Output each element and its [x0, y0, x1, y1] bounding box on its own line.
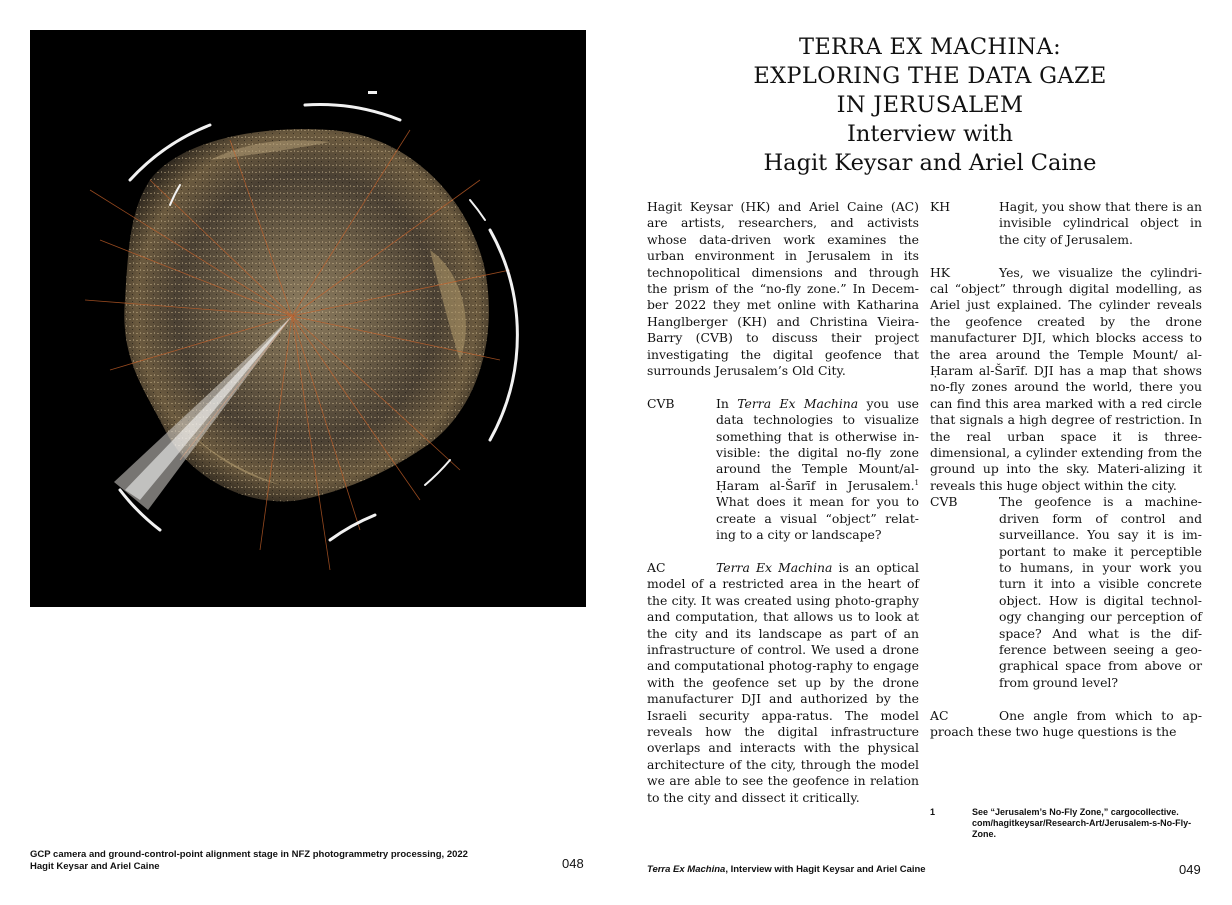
speaker-label: CVB [647, 395, 675, 411]
answer-ac-2 [930, 708, 1202, 741]
footnote-ref: 1 [914, 478, 919, 487]
page-number-left: 048 [562, 856, 584, 871]
speaker-label: CVB [930, 494, 958, 510]
image-caption [30, 849, 500, 872]
footer-text: , Interview with Hagit Keysar and Ariel Caine [725, 864, 926, 875]
footer-work-title: Terra Ex Machina [647, 864, 726, 875]
question-cvb-2 [930, 494, 1202, 691]
text-column-left [647, 199, 919, 806]
question-cvb-1 [647, 396, 919, 544]
page-number-right: 049 [1179, 862, 1201, 877]
work-title: Terra Ex Machina [716, 559, 833, 575]
text-column-right [930, 199, 1202, 740]
article-title-block [640, 33, 1220, 178]
caption-line-2: Hagit Keysar and Ariel Caine [30, 860, 160, 872]
answer-ac-1: AC Terra Ex Machina is an optical model of a restricted area in the heart of the city. It was created using photo-graphy and computation, that allows us to look at the city and its landscape as part of an infrastructure of control. We used a drone and computational photog-raphy to engage with the geofence set up by the drone manufacturer DJI and authorized by the Israeli security appa-ratus. The model reveals how the digital infrastructure overlaps and interacts with the physical architecture of the city, through the model we are able to see the geofence in relation to the city and dissect it critically. [647, 559, 919, 805]
intro-paragraph: Hagit Keysar (HK) and Ariel Caine (AC) are artists, researchers, and activists whose data-driven work examines the urban environment in Jerusalem in its technopolitical dimensions and through the prism of the “no-fly zone.” In Decem-ber 2022 they met online with Katharina Hanglberger (KH) and Christina Vieira-Barry (CVB) to discuss their project investigating the digital geofence that surrounds Jerusalem’s Old City. [647, 199, 919, 379]
answer-text: One angle from which to ap-proach these two huge questions is the [930, 707, 1202, 739]
caption-line-1: GCP camera and ground-control-point alignment stage in NFZ photogrammetry processing, 2022 [30, 849, 468, 860]
question-text: Hagit, you show that there is an invisible cylindrical object in the city of Jerusalem. [999, 199, 1202, 247]
speaker-label: AC [930, 707, 949, 723]
title-line-3: IN JERUSALEM [836, 92, 1024, 118]
title-line-1: TERRA EX MACHINA: [799, 34, 1061, 60]
speaker-label: KH [930, 199, 951, 214]
work-title: Terra Ex Machina [737, 395, 859, 411]
question-text: The geofence is a machine-driven form of control and surveillance. You say it is im-portant to make it perceptible to humans, in your work you turn it into a visible concrete object. How is digital technol-ogy changing our perception of space? And what is the dif-ference between seeing a geo-graphical space from above or from ground level? [999, 494, 1202, 690]
question-kh-1 [930, 199, 1202, 248]
footnote-text: See “Jerusalem’s No-Fly Zone,” cargocollective. com/hagitkeysar/Research-Art/Jerusalem-s-No-Fly-Zone. [972, 807, 1192, 839]
speaker-label: HK [930, 264, 951, 280]
footnote [930, 807, 1210, 840]
subtitle-line-1: Interview with [846, 121, 1014, 147]
answer-hk-1 [930, 265, 1202, 495]
subtitle-line-2: Hagit Keysar and Ariel Caine [763, 150, 1097, 176]
speaker-label: AC [647, 559, 666, 575]
running-footer [647, 864, 926, 875]
title-line-2: EXPLORING THE DATA GAZE [753, 63, 1107, 89]
photogrammetry-image [30, 30, 586, 607]
answer-text: Yes, we visualize the cylindri-cal “object” through digital modelling, as Ariel just explained. The cylinder reveals the geofence created by the drone manufacturer DJI, which blocks access to the area around the Temple Mount/ al-Ḥaram al-Šarīf. DJI has a map that shows no-fly zones around the world, there you can find this area marked with a red circle that signals a high degree of restriction. In the real urban space it is three-dimensional, a cylinder extending from the ground up into the sky. Materi-alizing it reveals this huge object within the city. [930, 264, 1202, 493]
question-text: In Terra Ex Machina you use data technologies to visualize something that is otherwise in-visible: the digital no-fly zone around the Temple Mount/al-Ḥaram al-Šarīf in Jerusalem.$^1$ What does it mean for you to create a visual “object” relat-ing to a city or landscape? [716, 395, 919, 543]
footnote-number: 1 [930, 807, 936, 817]
